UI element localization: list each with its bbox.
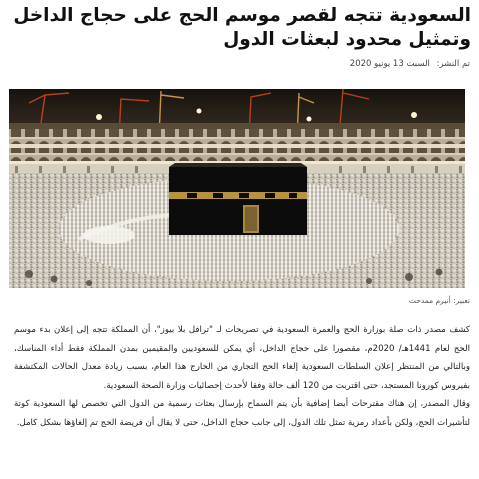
article-paragraph-2: وقال المصدر، إن هناك مقترحات أيضا إضافية بأن يتم السماح بإرسال بعثات رسمية من الدول التي تخصص لها السعودية كوتة لتأشيرات الحج، ولكن بأعداد رمزية تمثل تلك الدول، إلى جانب حجاج الداخل، حتى لا يقال أن فريضة الحج تم إلغاؤها بشكل كامل. — [14, 399, 470, 428]
article-paragraph-1: كشف مصدر ذات صلة بوزارة الحج والعمرة السعودية في تصريحات لـ "ترافل بلا بيوز"، أن المملكة تتجه إلى إعلان بدء موسم الحج لعام 1441هـ/ 2020م، مقصورا على حجاج الداخل، أي يمكن للسعوديين والمقيمين بمدن المملكة فقط أداء المناسك، وبالتالي من المنتظر إعلان السلطات السعودية إلغاء الحج التجاري من الخارج هذا العام، بسبب زيادة معدل الحالات المكتشفة بفيروس كورونا المستجد، حتى اقتربت من 120 ألف حالة وفقا لأحدث إحصائيات وزارة الصحة السعودية. — [14, 325, 470, 391]
article-meta — [350, 59, 470, 69]
article-title: السعودية تتجه لقصر موسم الحج على حجاج الداخل وتمثيل محدود لبعثات الدول — [13, 5, 471, 50]
publish-date: السبت 13 يونيو 2020 — [349, 59, 430, 69]
article-photo — [9, 89, 465, 288]
meta-prefix: تم النشر: — [436, 59, 470, 69]
photo-caption: تعبير: أنيرم ممدحت — [408, 296, 470, 305]
kaaba-shape — [169, 163, 307, 239]
kaaba-photo-illustration — [9, 89, 465, 288]
